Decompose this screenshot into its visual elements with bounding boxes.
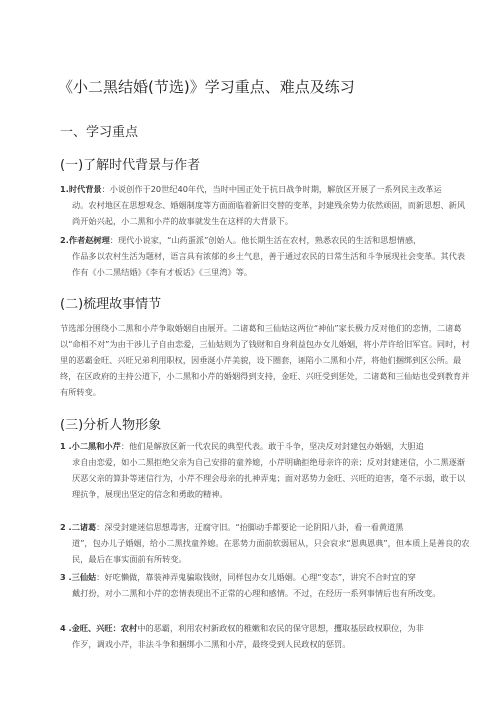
subheading-plot: (二)梳理故事情节: [60, 297, 162, 312]
item-number: 4 .: [60, 623, 72, 633]
item-continuation: 戴打扮，对小二黑和小芹的恋情表现出不正常的心理和感情。不过，在经历一系列事情后也有所改变。: [72, 588, 441, 598]
item-lead: 小二黑和小芹: [71, 441, 121, 451]
item-continuation: 道”，包办儿子婚姻，给小二黑找童养媳。在恶势力面前软弱屈从，只会哀求“恩典恩典”，但本质上是善良的农民，最后在事实面前有所转变。: [72, 538, 470, 564]
item-number: 2 .: [60, 522, 72, 532]
subheading-background-author: (一)了解时代背景与作者: [60, 158, 201, 173]
item-lead: 作者赵树理: [68, 235, 110, 245]
item-text: ：好吃懒做，靠装神弄鬼骗取钱财，同样包办女儿婚姻。心理“变态”，讲究不合时宜的穿: [96, 572, 416, 582]
item-lead: 时代背景: [68, 184, 102, 194]
item-text: ：深受封建迷信思想毒害，迂腐守旧。“抬脚动手都要论一论阴阳八卦，看一看黄道黑: [96, 522, 404, 532]
subheading-characters: (三)分析人物形象: [60, 418, 162, 433]
item-text: ：现代小说家，“山药蛋派”创始人。他长期生活在农村，熟悉农民的生活和思想情感，: [109, 235, 422, 245]
item-text: ：他们是解放区新一代农民的典型代表。敢于斗争，坚决反对封建包办婚姻，大胆追: [120, 441, 424, 451]
item-lead: 金旺、兴旺：农村: [71, 623, 138, 633]
item-text: ：小说创作于20世纪40年代，当时中国正处于抗日战争时期，解放区开展了一系列民主改革运: [101, 184, 442, 194]
list-item-jinwang-xingwang: [60, 620, 470, 652]
item-number: 1.: [60, 184, 69, 194]
item-number: 2.: [60, 235, 69, 245]
list-item-sanxiangu: [60, 569, 470, 601]
item-lead: 三仙姑: [71, 572, 97, 582]
list-item-erzhuge: [60, 519, 470, 567]
item-number: 3 .: [60, 572, 72, 582]
item-continuation: 求自由恋爱，如小二黑拒绝父亲为自己安排的童养媳，小芹明确拒绝母亲许的亲；反对封建迷信，小二黑逐渐厌恶父亲的算卦等迷信行为，小芹不理会母亲的扎神弄鬼；面对恶势力金旺、兴旺的迫害，毫不示弱，敢于以理抗争，展现出坚定的信念和勇敢的精神。: [72, 457, 466, 499]
section-heading-study-focus: 一、学习重点: [60, 125, 139, 140]
list-item-background: [60, 181, 470, 229]
plot-paragraph: 节选部分围绕小二黑和小芹争取婚姻自由展开。二诸葛和三仙姑这两位“神仙”家长极力反对他们的恋情，二诸葛以“命相不对”为由干涉儿子自由恋爱，三仙姑则为了钱财和自身利益包办女儿婚姻，将小芹许给旧军官。同时，村里的恶霸金旺、兴旺兄弟利用职权，因垂涎小芹美貌，设下圈套，诬陷小二黑和小芹，将他们捆绑到区公所。最终，在区政府的主持公道下，小二黑和小芹的婚姻得到支持，金旺、兴旺受到惩处，二诸葛和三仙姑也受到教育并有所转变。: [60, 323, 470, 397]
item-lead: 二诸葛: [71, 522, 97, 532]
item-continuation: 作品多以农村生活为题材，语言具有浓郁的乡土气息，善于通过农民的日常生活和斗争展现社会变革。其代表作有《小二黑结婚》《李有才板话》《三里湾》等。: [72, 251, 466, 277]
list-item-author: [60, 232, 470, 280]
item-number: 1 .: [60, 441, 72, 451]
document-title: 《小二黑结婚(节选)》学习重点、难点及练习: [58, 78, 355, 96]
list-item-xiaoerhei-xiaoqin: [60, 438, 470, 502]
item-continuation: 作歹，调戏小芹，非法斗争和捆绑小二黑和小芹，最终受到人民政权的惩罚。: [72, 639, 351, 649]
item-continuation: 动。农村地区在思想观念、婚姻制度等方面面临着新旧交替的变革，封建残余势力依然顽固，而新思想、新风尚开始兴起，小二黑和小芹的故事就发生在这样的大背景下。: [72, 200, 466, 226]
item-text: 中的恶霸，利用农村新政权的稚嫩和农民的保守思想，攫取基层政权职位，为非: [137, 623, 424, 633]
